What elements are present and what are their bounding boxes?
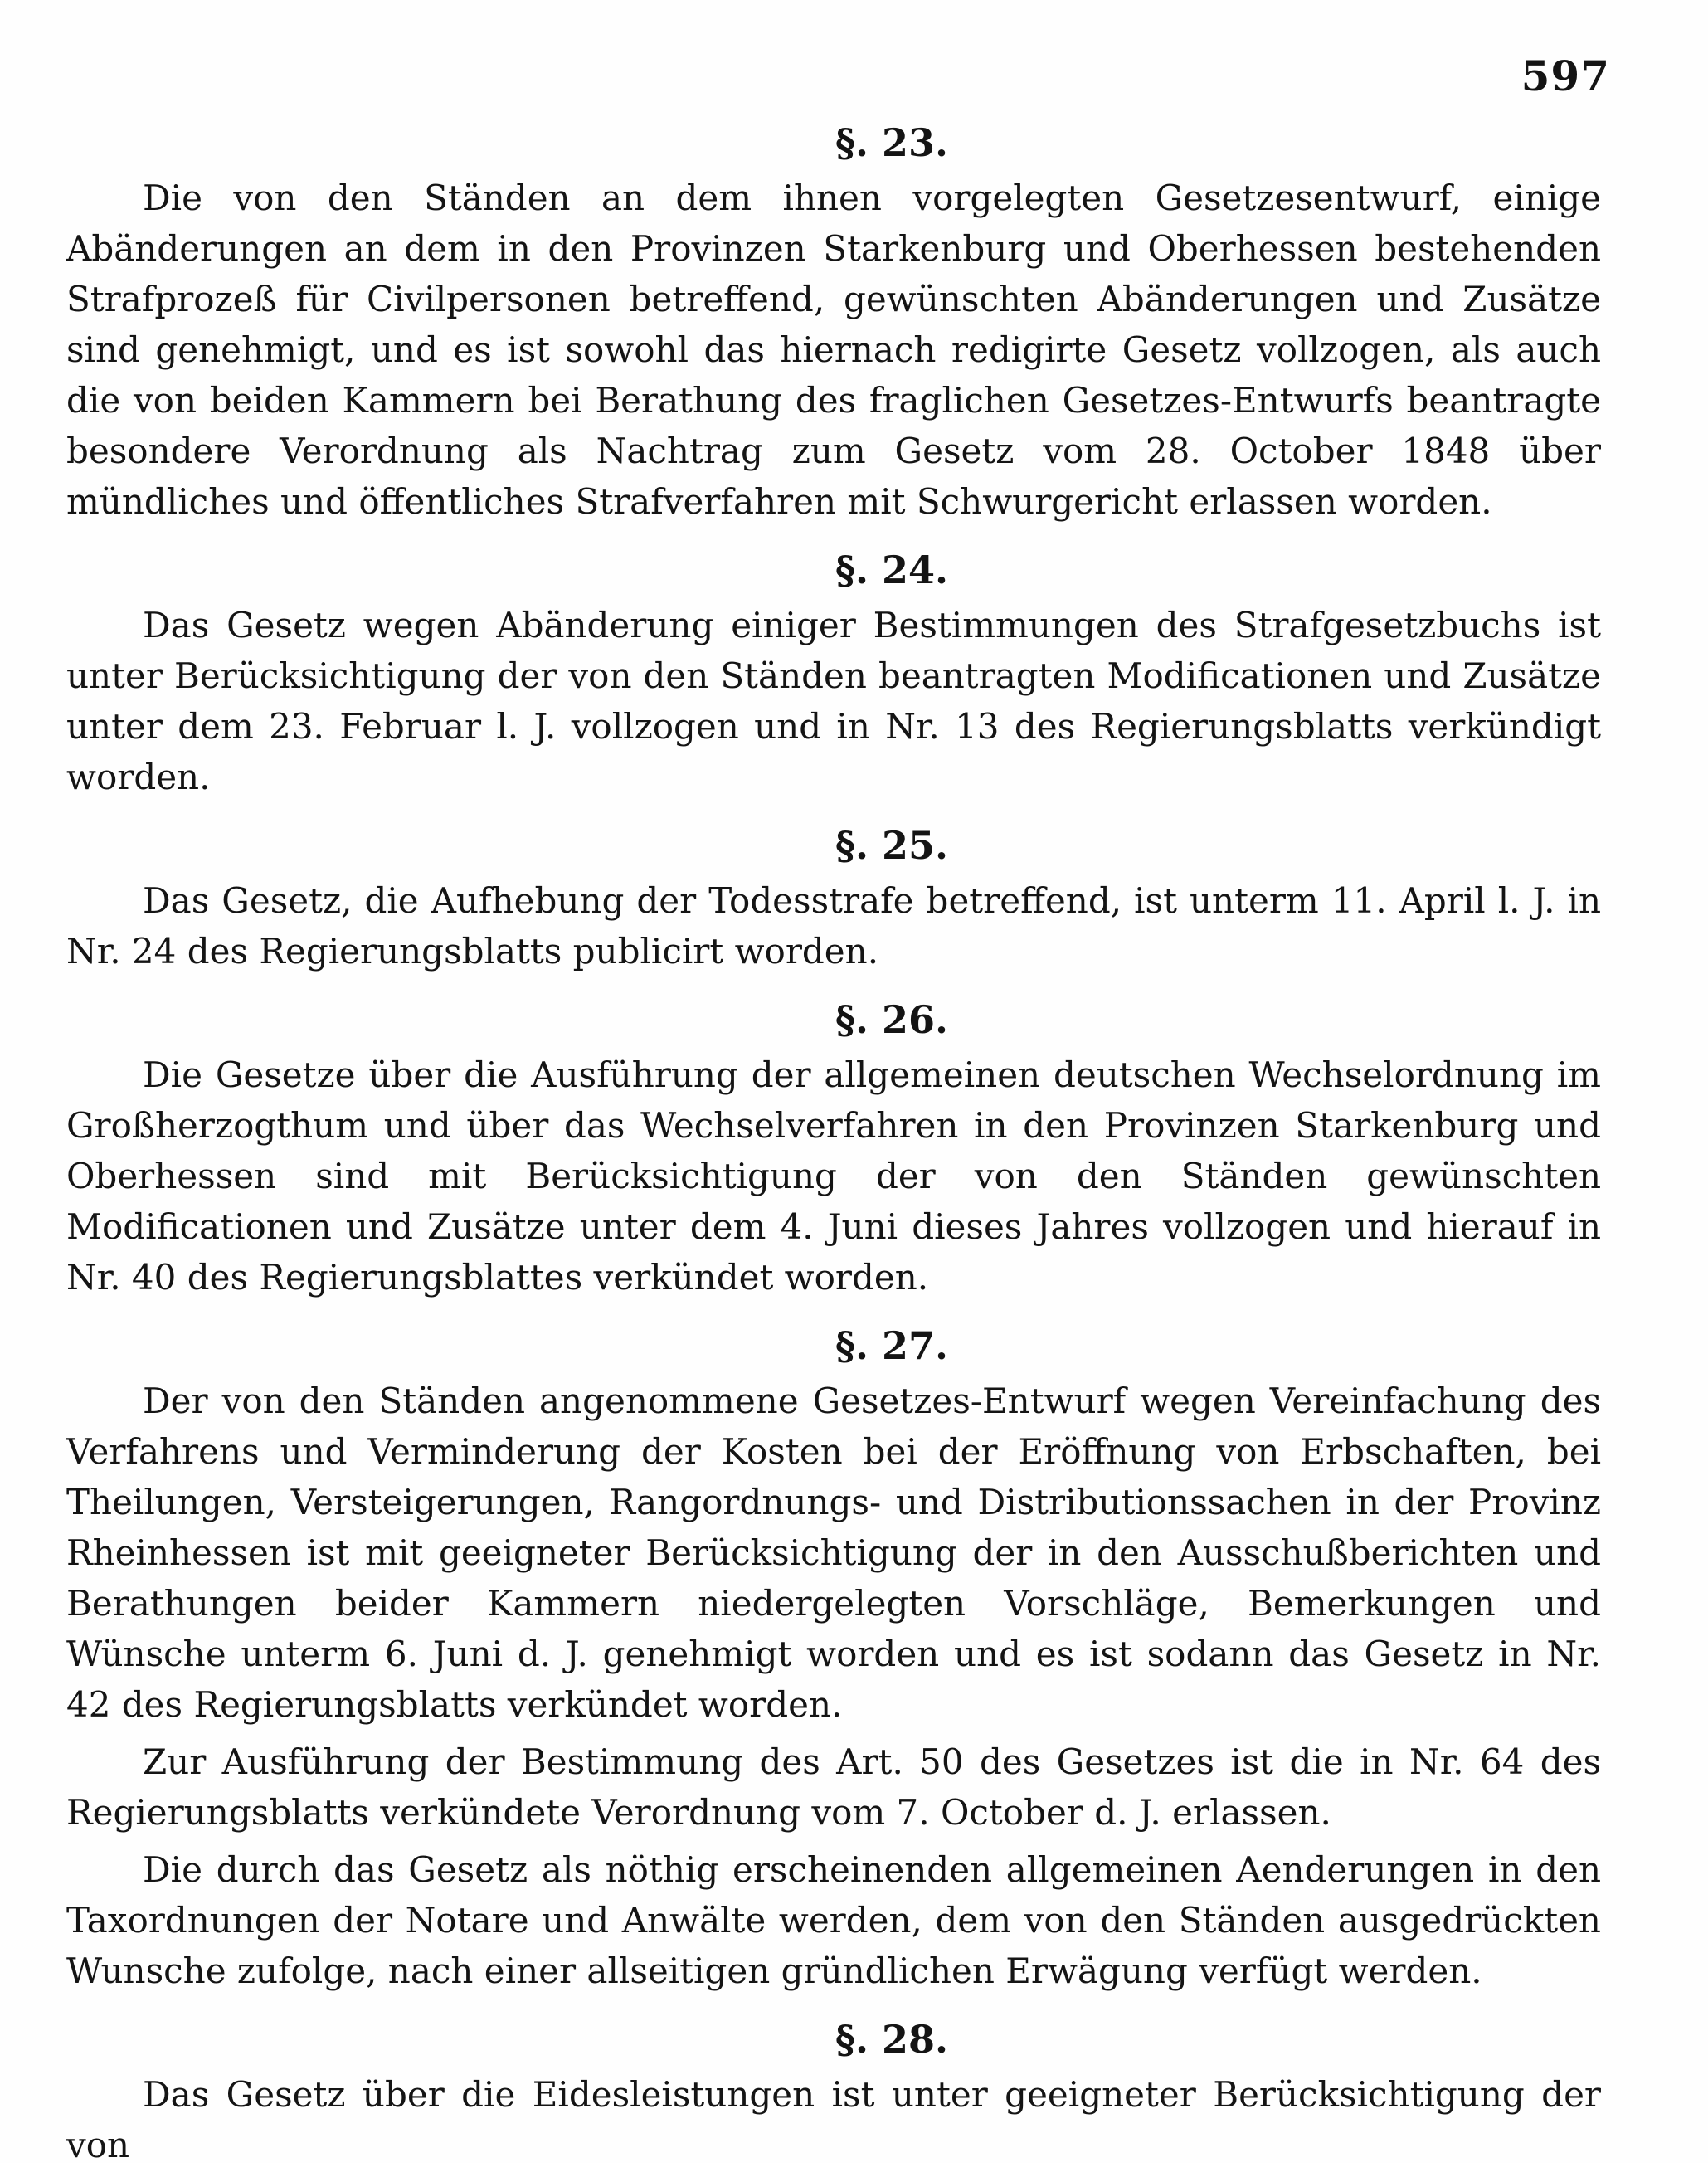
paragraph: Zur Ausführung der Bestimmung des Art. 50 des Gesetzes ist die in Nr. 64 des Regierungsblatts verkündete Verordnung vom 7. October d. J. erlassen. [66,1741,1601,1833]
section-heading: §. 28. [835,2017,949,2062]
section-24 [66,545,1601,802]
section-27 [66,1321,1601,1996]
section-25 [66,821,1601,976]
section-heading: §. 23. [835,120,949,165]
paragraph: Das Gesetz, die Aufhebung der Todesstrafe betreffend, ist unterm 11. April l. J. in Nr. 24 des Regierungsblatts publicirt worden. [66,880,1601,972]
text-body [66,118,1601,2177]
section-heading: §. 26. [835,997,949,1042]
paragraph: Das Gesetz über die Eidesleistungen ist unter geeigneter Berücksichtigung der von [66,2074,1601,2165]
section-heading: §. 24. [835,548,949,592]
section-28 [66,2014,1601,2170]
paragraph: Die Gesetze über die Ausführung der allgemeinen deutschen Wechselordnung im Großherzogthum und über das Wechselverfahren in den Provinzen Starkenburg und Oberhessen sind mit Berücksichtigung der von den Ständen gewünschten Modificationen und Zusätze unter dem 4. Juni dieses Jahres vollzogen und hierauf in Nr. 40 des Regierungsblattes verkündet worden. [66,1054,1601,1298]
section-heading: §. 25. [835,823,949,868]
section-23 [66,118,1601,527]
section-26 [66,995,1601,1303]
paragraph: Die durch das Gesetz als nöthig erscheinenden allgemeinen Aenderungen in den Taxordnungen der Notare und Anwälte werden, dem von den Ständen ausgedrückten Wunsche zufolge, nach einer allseitigen gründlichen Erwägung verfügt werden. [66,1849,1601,1991]
page-number: 597 [1521,51,1610,100]
paragraph: Das Gesetz wegen Abänderung einiger Bestimmungen des Strafgesetzbuchs ist unter Berücksichtigung der von den Ständen beantragten Modificationen und Zusätze unter dem 23. Februar l. J. vollzogen und in Nr. 13 des Regierungsblatts verkündigt worden. [66,605,1601,797]
paragraph: Die von den Ständen an dem ihnen vorgelegten Gesetzesentwurf, einige Abänderungen an dem in den Provinzen Starkenburg und Oberhessen bestehenden Strafprozeß für Civilpersonen betreffend, gewünschten Abänderungen und Zusätze sind genehmigt, und es ist sowohl das hiernach redigirte Gesetz vollzogen, als auch die von beiden Kammern bei Berathung des fraglichen Gesetzes-Entwurfs beantragte besondere Verordnung als Nachtrag zum Gesetz vom 28. October 1848 über mündliches und öffentliches Strafverfahren mit Schwurgericht erlassen worden. [66,178,1601,522]
section-heading: §. 27. [835,1323,949,1368]
paragraph: Der von den Ständen angenommene Gesetzes-Entwurf wegen Vereinfachung des Verfahrens und Verminderung der Kosten bei der Eröffnung von Erbschaften, bei Theilungen, Versteigerungen, Rangordnungs- und Distributionssachen in der Provinz Rheinhessen ist mit geeigneter Berücksichtigung der in den Ausschußberichten und Berathungen beider Kammern niedergelegten Vorschläge, Bemerkungen und Wünsche unterm 6. Juni d. J. genehmigt worden und es ist sodann das Gesetz in Nr. 42 des Regierungsblatts verkündet worden. [66,1381,1601,1725]
